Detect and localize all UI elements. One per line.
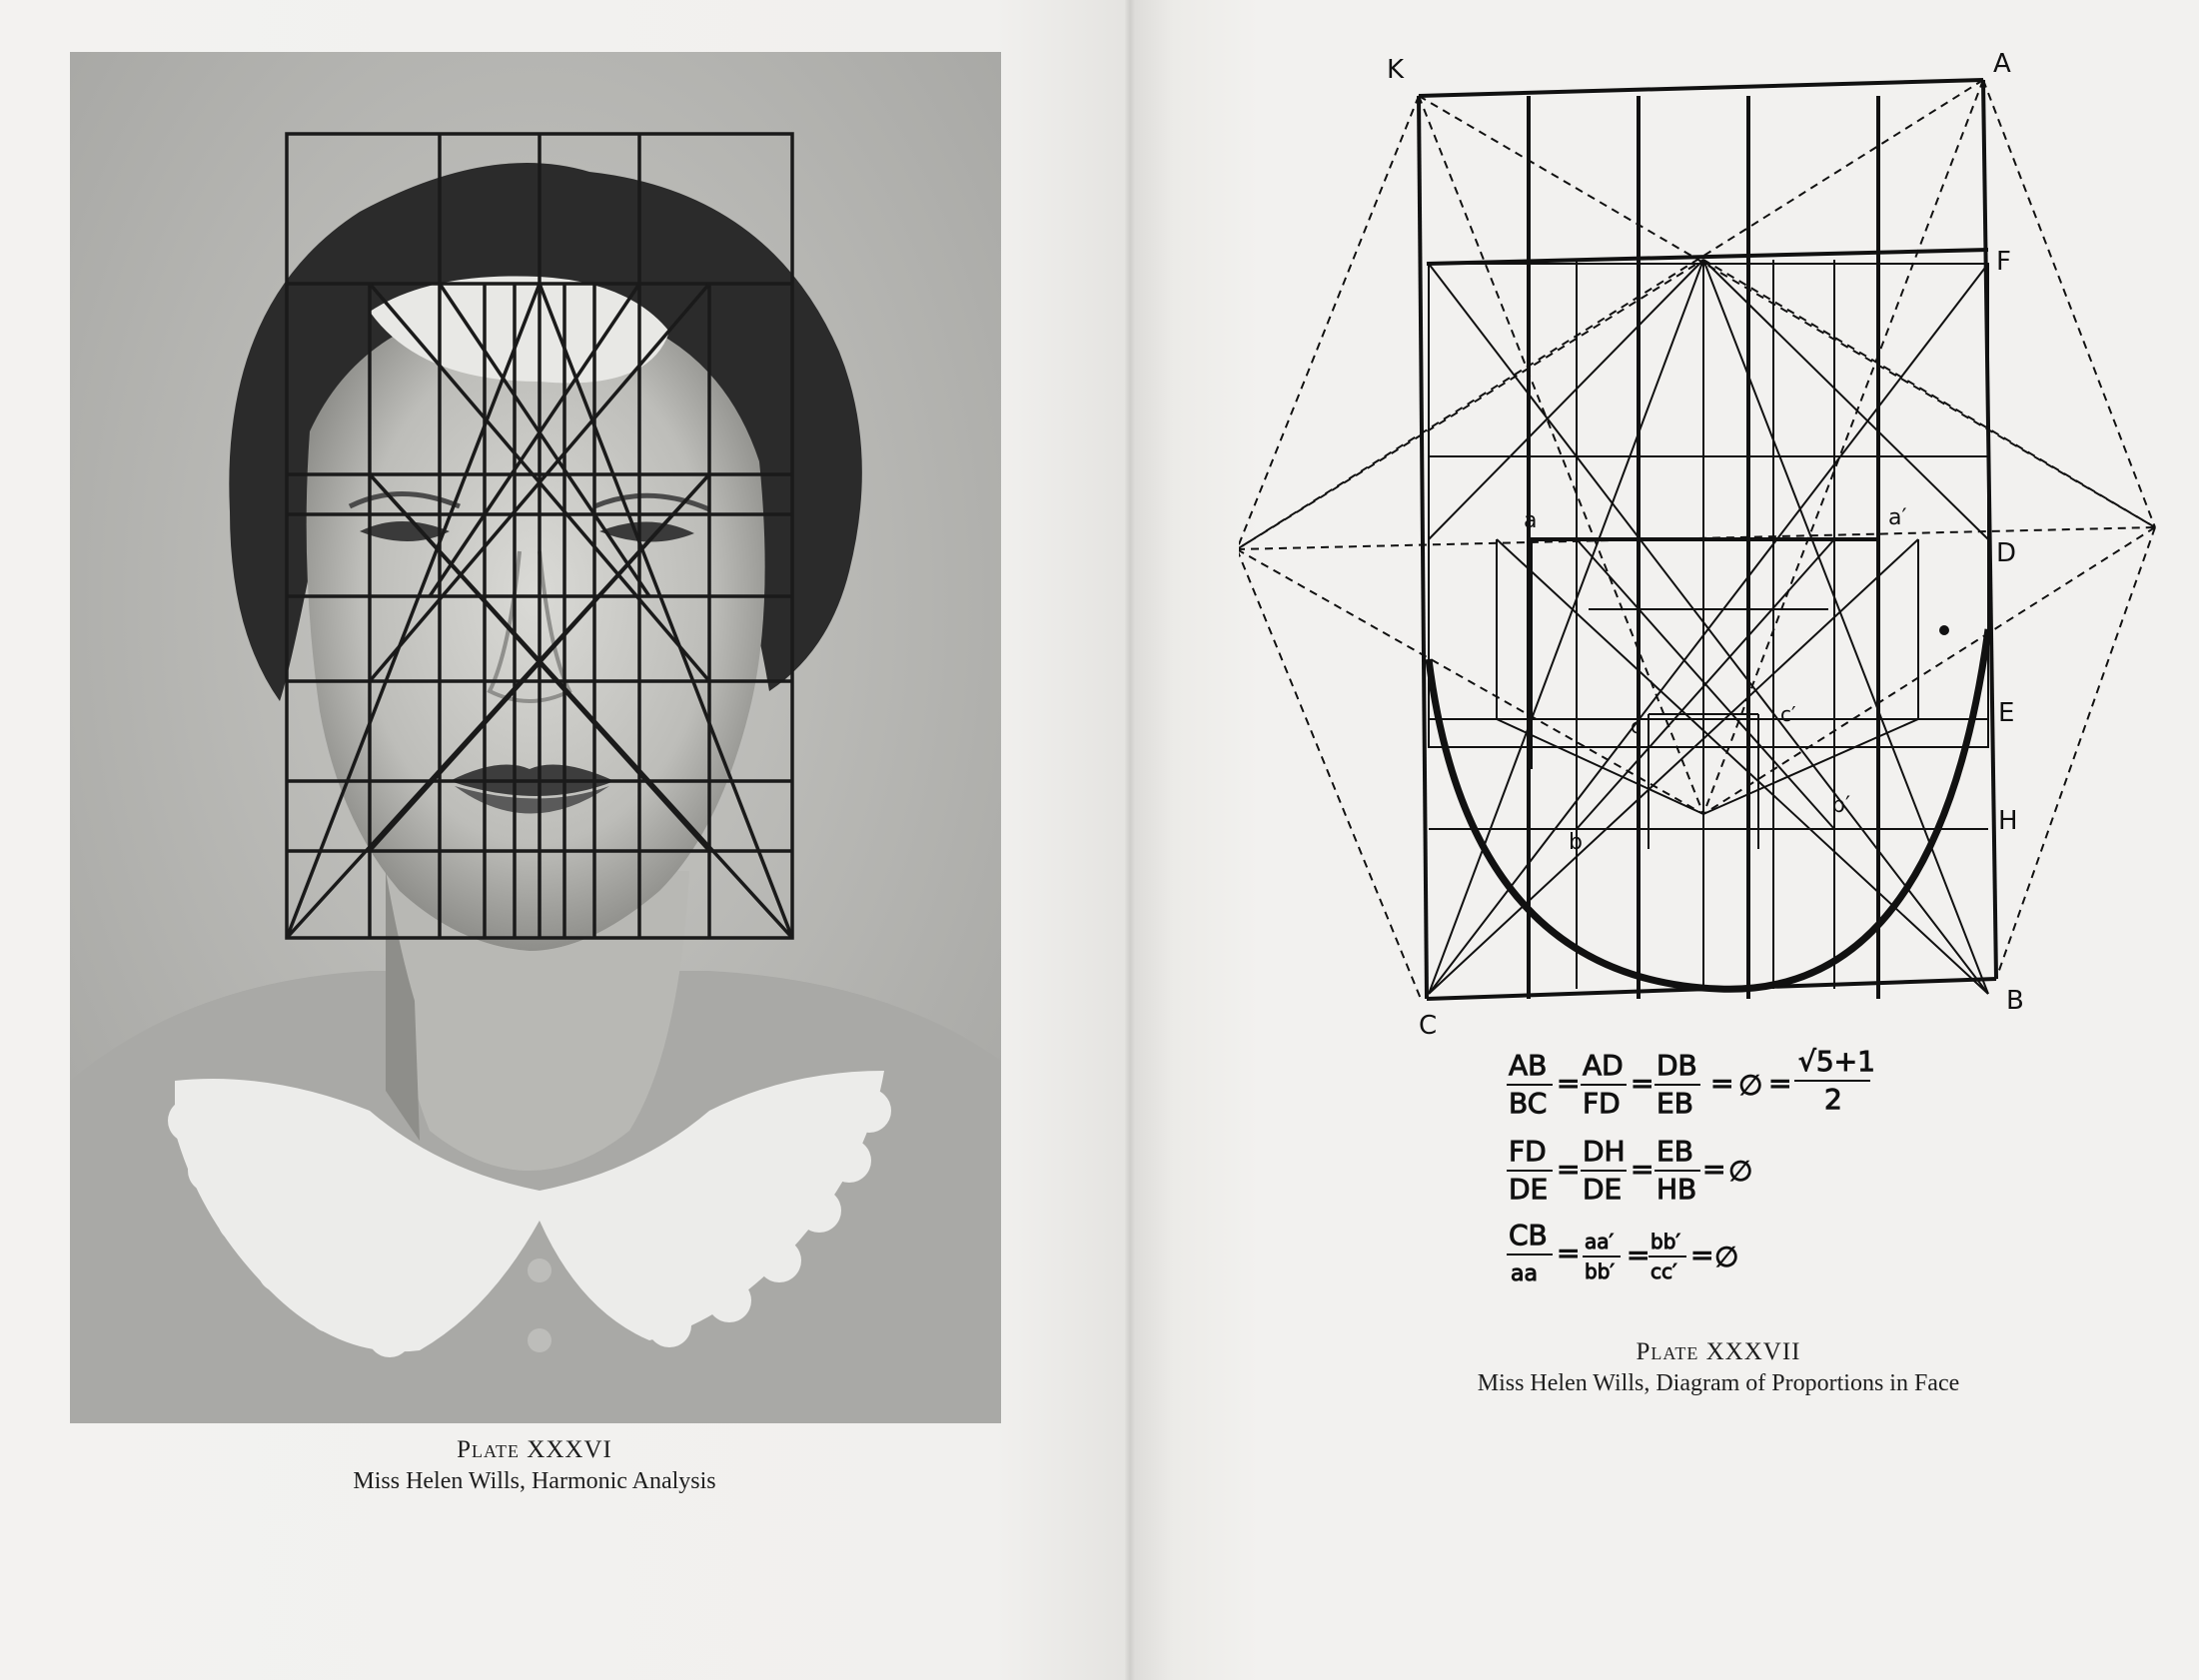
eq3-frac1-num: CB — [1509, 1219, 1548, 1252]
label-F: F — [1996, 247, 2011, 277]
eq1-root-den: 2 — [1824, 1083, 1842, 1116]
eq2-equals-2: = — [1631, 1153, 1654, 1186]
face-ellipse — [1429, 629, 1988, 989]
eq1-frac1-num: AB — [1509, 1049, 1548, 1082]
eq3-phi: ∅ — [1714, 1241, 1739, 1273]
label-c-prime: c′ — [1780, 702, 1796, 726]
eq3-equals-1: = — [1557, 1237, 1581, 1269]
eq1-frac2-num: AD — [1583, 1049, 1624, 1082]
eq1-frac1-den: BC — [1509, 1087, 1548, 1120]
eq1-equals-3: = — [1710, 1067, 1734, 1100]
book-gutter — [1125, 0, 1135, 1680]
eq2-frac1-den: DE — [1509, 1173, 1549, 1206]
plate-label: Plate XXXVI — [457, 1436, 612, 1463]
eq1-frac3-num: DB — [1656, 1049, 1697, 1082]
eq2-equals-3: = — [1702, 1153, 1726, 1186]
eq3-equals-2: = — [1627, 1239, 1650, 1271]
eq1-frac3-den: EB — [1656, 1087, 1693, 1120]
label-A: A — [1993, 50, 2011, 79]
proportion-diagram — [1239, 50, 2178, 1049]
eq2-equals-1: = — [1557, 1153, 1581, 1186]
eq1-equals-1: = — [1557, 1067, 1581, 1100]
golden-ratio-equations — [1503, 1045, 1922, 1304]
eq1-frac2-den: FD — [1583, 1087, 1621, 1120]
label-c: c — [1631, 714, 1642, 738]
eq1-equals-4: = — [1768, 1067, 1792, 1100]
portrait-photo — [70, 52, 1001, 1423]
plate-label-right: Plate XXXVII — [1636, 1338, 1801, 1365]
eq1-phi: ∅ — [1738, 1069, 1763, 1102]
eq3-frac3-num: bb′ — [1650, 1230, 1680, 1254]
plate-caption: Miss Helen Wills, Harmonic Analysis — [353, 1468, 716, 1494]
label-b: b — [1569, 830, 1583, 855]
label-H: H — [1998, 806, 2018, 836]
eq1-root-num: √5+1 — [1798, 1045, 1875, 1078]
right-caption — [1409, 1338, 2028, 1397]
label-K: K — [1387, 55, 1405, 85]
eq2-frac3-den: HB — [1656, 1173, 1697, 1206]
eq3-frac2-den: bb′ — [1585, 1260, 1615, 1283]
eq2-frac3-num: EB — [1656, 1135, 1693, 1168]
label-C: C — [1419, 1011, 1438, 1041]
label-E: E — [1998, 698, 2015, 728]
label-a: a — [1524, 508, 1538, 533]
eq3-equals-3: = — [1690, 1239, 1714, 1271]
label-a-prime: a′ — [1888, 505, 1907, 530]
eq3-frac1-den: aa — [1511, 1261, 1538, 1286]
label-b-prime: b′ — [1831, 793, 1850, 818]
eq2-frac1-num: FD — [1509, 1135, 1547, 1168]
eq2-frac2-den: DE — [1583, 1173, 1623, 1206]
label-B: B — [2006, 986, 2024, 1016]
eq3-frac3-den: cc′ — [1650, 1260, 1677, 1283]
plate-caption-right: Miss Helen Wills, Diagram of Proportions in Face — [1477, 1370, 1960, 1396]
left-caption — [200, 1436, 869, 1495]
eq3-frac2-num: aa′ — [1585, 1230, 1615, 1254]
eq2-frac2-num: DH — [1583, 1135, 1626, 1168]
eq1-equals-2: = — [1631, 1067, 1654, 1100]
label-D: D — [1996, 538, 2017, 568]
eq2-phi: ∅ — [1728, 1155, 1753, 1188]
